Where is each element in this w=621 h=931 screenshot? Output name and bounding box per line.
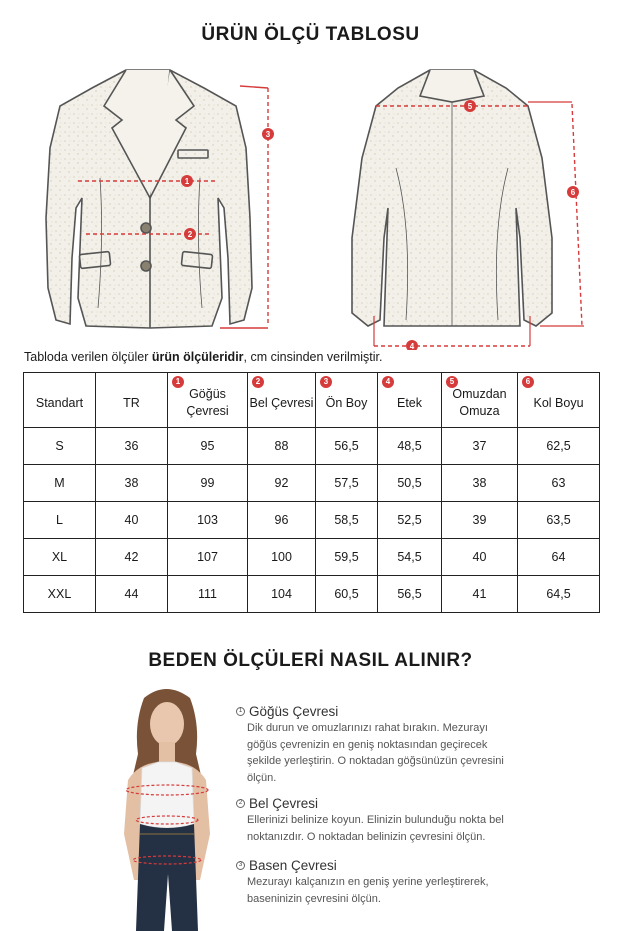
header-gogus: 1 Göğüs Çevresi [168, 373, 248, 428]
table-cell: 57,5 [316, 465, 378, 502]
howto-hip [236, 858, 516, 907]
table-cell: 60,5 [316, 576, 378, 613]
table-cell: 92 [248, 465, 316, 502]
table-cell: 44 [96, 576, 168, 613]
howto-text: Dik durun ve omuzlarınızı rahat bırakın. Mezurayı göğüs çevrenizin en geniş noktasından geçirecek şekilde yerleştirin. O noktadan göğsünüzün çevresini ölçün. [247, 722, 504, 784]
table-cell: XL [24, 539, 96, 576]
table-cell: M [24, 465, 96, 502]
table-cell: 56,5 [316, 428, 378, 465]
header-omuz: 5 Omuzdan Omuza [442, 373, 518, 428]
table-cell: S [24, 428, 96, 465]
table-cell: 38 [442, 465, 518, 502]
marker-3-front: 3 [265, 130, 271, 139]
table-cell: 58,5 [316, 502, 378, 539]
badge-1: 1 [172, 376, 184, 388]
table-row [24, 502, 600, 539]
table-cell: 100 [248, 539, 316, 576]
jacket-back [352, 70, 552, 326]
table-cell: 88 [248, 428, 316, 465]
table-cell: 99 [168, 465, 248, 502]
table-cell: 62,5 [518, 428, 600, 465]
header-tr: TR [96, 373, 168, 428]
table-cell: L [24, 502, 96, 539]
marker-6-back: 6 [570, 188, 576, 197]
table-row [24, 539, 600, 576]
table-cell: 63,5 [518, 502, 600, 539]
table-row [24, 576, 600, 613]
badge-2: 2 [252, 376, 264, 388]
howto-heading: Basen Çevresi [249, 858, 337, 873]
table-cell: 107 [168, 539, 248, 576]
badge-3: 3 [320, 376, 332, 388]
table-cell: 38 [96, 465, 168, 502]
header-on-boy: 3 Ön Boy [316, 373, 378, 428]
howto-waist [236, 796, 516, 845]
table-cell: 64 [518, 539, 600, 576]
marker-1-front: 1 [184, 177, 190, 186]
model-photo [108, 684, 226, 931]
header-standart: Standart [24, 373, 96, 428]
badge-6: 6 [522, 376, 534, 388]
table-cell: 42 [96, 539, 168, 576]
howto-num: 3 [236, 861, 245, 870]
table-cell: 63 [518, 465, 600, 502]
table-cell: 40 [442, 539, 518, 576]
table-cell: 64,5 [518, 576, 600, 613]
table-cell: XXL [24, 576, 96, 613]
marker-2-front: 2 [187, 230, 193, 239]
header-kol: 6 Kol Boyu [518, 373, 600, 428]
measurement-note: Tabloda verilen ölçüler ürün ölçüleridir, cm cinsinden verilmiştir. [24, 350, 383, 364]
marker-5-back: 5 [467, 102, 473, 111]
header-bel: 2 Bel Çevresi [248, 373, 316, 428]
table-cell: 111 [168, 576, 248, 613]
table-cell: 41 [442, 576, 518, 613]
jacket-illustration [0, 58, 621, 350]
table-cell: 104 [248, 576, 316, 613]
howto-num: 1 [236, 707, 245, 716]
howto-text: Mezurayı kalçanızın en geniş yerine yerleştirerek, baseninizin çevresini ölçün. [247, 876, 489, 905]
header-etek: 4 Etek [378, 373, 442, 428]
table-cell: 59,5 [316, 539, 378, 576]
table-cell: 37 [442, 428, 518, 465]
jacket-front [46, 70, 252, 328]
table-cell: 40 [96, 502, 168, 539]
badge-5: 5 [446, 376, 458, 388]
table-cell: 56,5 [378, 576, 442, 613]
howto-chest [236, 704, 516, 786]
table-header-row [24, 373, 600, 428]
badge-4: 4 [382, 376, 394, 388]
page-title: ÜRÜN ÖLÇÜ TABLOSU [201, 24, 420, 45]
howto-num: 2 [236, 799, 245, 808]
table-cell: 50,5 [378, 465, 442, 502]
howto-title: BEDEN ÖLÇÜLERİ NASIL ALINIR? [148, 650, 473, 671]
howto-text: Ellerinizi belinize koyun. Elinizin bulunduğu nokta bel noktanızdır. O noktadan belinizin çevresini ölçün. [247, 814, 504, 843]
howto-heading: Bel Çevresi [249, 796, 319, 811]
table-row [24, 465, 600, 502]
table-cell: 48,5 [378, 428, 442, 465]
table-cell: 52,5 [378, 502, 442, 539]
table-cell: 96 [248, 502, 316, 539]
marker-4-back: 4 [409, 342, 415, 350]
howto-heading: Göğüs Çevresi [249, 704, 339, 719]
table-cell: 39 [442, 502, 518, 539]
table-row [24, 428, 600, 465]
table-cell: 54,5 [378, 539, 442, 576]
size-table [23, 372, 600, 613]
table-cell: 95 [168, 428, 248, 465]
table-cell: 103 [168, 502, 248, 539]
table-cell: 36 [96, 428, 168, 465]
